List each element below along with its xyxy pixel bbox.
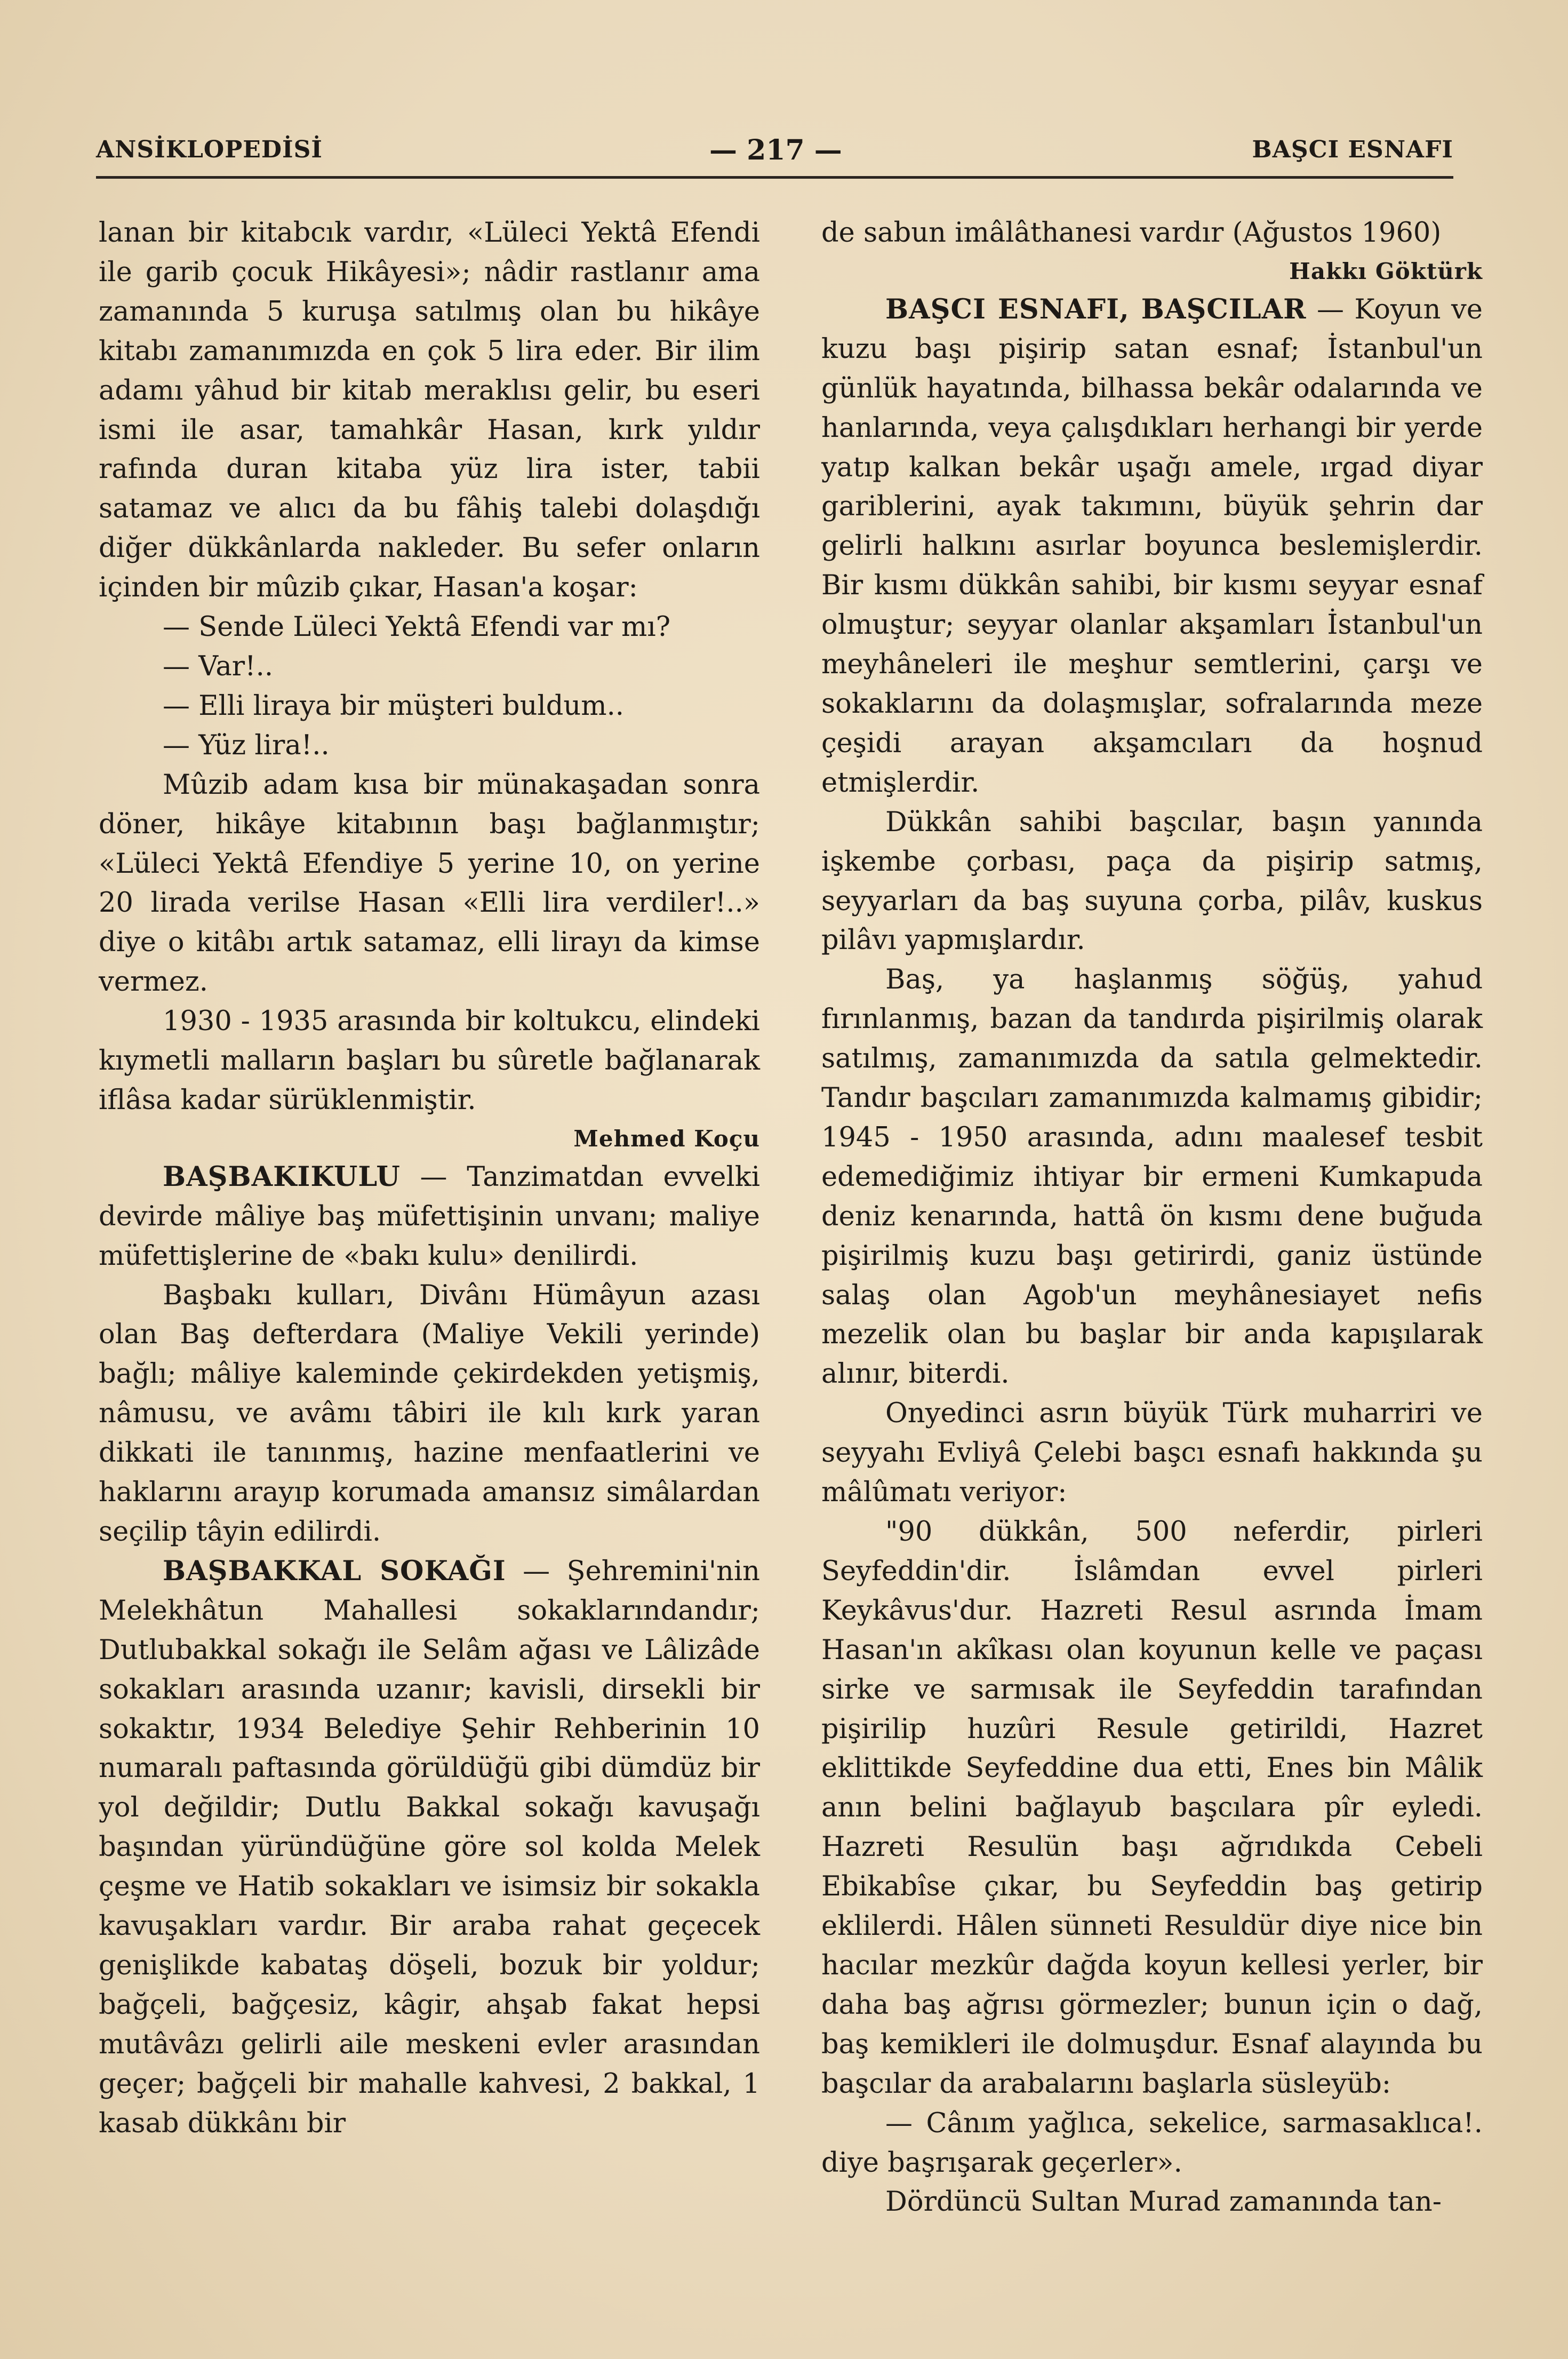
entry-text: — Tanzimatdan evvelki devirde mâliye baş müfettişinin unvanı; maliye müfettişlerine de «bakı kulu» denilirdi. xyxy=(99,1161,760,1272)
entry-text: — Koyun ve kuzu başı pişirip satan esnaf; İstanbul'un günlük hayatında, bilhassa bekâr odalarında ve hanlarında, veya çalışdıkları herhangi bir yerde yatıp kalkan bekâr uşağı amele, ırgad diyar gariblerini, ayak takımını, büyük şehrin dar gelirli halkını asırlar boyunca beslemişlerdir. Bir kısmı dükkân sahibi, bir kısmı seyyar esnaf olmuştur; seyyar olanlar akşamları İstanbul'un meyhâneleri ile meşhur semtlerini, çarşı ve sokaklarını da dolaşmışlar, sofralarında meze çeşidi arayan akşamcıları da hoşnud etmişlerdir. xyxy=(821,293,1483,799)
entry-text: — Şehremini'nin Melekhâtun Mahallesi sokaklarındandır; Dutlubakkal sokağı ile Selâm ağası ve Lâlizâde sokakları arasında uzanır; kavisli, dirsekli bir sokaktır, 1934 Belediye Şehir Rehberinin 10 numaralı paftasında görüldüğü gibi dümdüz bir yol değildir; Dutlu Bakkal sokağı kavuşağı başından yüründüğüne göre sol kolda Melek çeşme ve Hatib sokakları ve isimsiz bir sokakla kavuşakları vardır. Bir araba rahat geçecek genişlikde kabataş döşeli, bozuk bir yoldur; bağçeli, bağçesiz, kâgir, ahşab fakat hepsi mutâvâzı gelirli aile meskeni evler arasından geçer; bağçeli bir mahalle kahvesi, 2 bakkal, 1 kasab dükkânı bir xyxy=(99,1555,760,2139)
author-signature: Hakkı Göktürk xyxy=(1289,258,1483,284)
dialogue-line: — Sende Lüleci Yektâ Efendi var mı? xyxy=(163,611,671,643)
paragraph: 1930 - 1935 arasında bir koltukcu, elindeki kıymetli malların başları bu sûretle bağlanarak iflâsa kadar sürüklenmiştir. xyxy=(99,1006,760,1116)
entry-paragraph xyxy=(99,1552,760,2143)
paragraph: lanan bir kitabcık vardır, «Lüleci Yektâ Efendi ile garib çocuk Hikâyesi»; nâdir rastlanır ama zamanında 5 kuruşa satılmış olan bu hikâye kitabı zamanımızda en çok 5 lira eder. Bir ilim adamı yâhud bir kitab meraklısı gelir, bu eseri ismi ile asar, tamahkâr Hasan, kırk yıldır rafında duran kitaba yüz lira ister, tabii satamaz ve alıcı da bu fâhiş talebi dolaşdığı diğer dükkânlarda nakleder. Bu sefer onların içinden bir mûzib çıkar, Hasan'a koşar: xyxy=(99,217,760,604)
dialogue-line: — Elli liraya bir müşteri buldum.. xyxy=(163,690,625,722)
entry-term: BAŞBAKKAL SOKAĞI xyxy=(163,1555,506,1587)
paragraph: Dördüncü Sultan Murad zamanında tan- xyxy=(885,2186,1442,2218)
quotation-paragraph: — Cânım yağlıca, sekelice, sarmasaklıca!. diye başrışarak geçerler». xyxy=(821,2107,1483,2179)
page-header xyxy=(96,136,1453,179)
header-rule xyxy=(96,176,1453,179)
paragraph: Dükkân sahibi başcılar, başın yanında işkembe çorbası, paça da pişirip satmış, seyyarları da baş suyuna çorba, pilâv, kuskus pilâvı yapmışlardır. xyxy=(821,806,1483,957)
dialogue-line: — Yüz lira!.. xyxy=(163,729,330,761)
author-signature: Mehmed Koçu xyxy=(573,1125,760,1152)
paragraph: Onyedinci asrın büyük Türk muharriri ve seyyahı Evliyâ Çelebi başcı esnafı hakkında şu mâlûmatı veriyor: xyxy=(821,1398,1483,1509)
entry-term: BAŞCI ESNAFI, BAŞCILAR xyxy=(885,293,1307,325)
entry-paragraph xyxy=(99,1158,760,1276)
entry-term: BAŞBAKIKULU xyxy=(163,1160,401,1193)
paragraph: Mûzib adam kısa bir münakaşadan sonra döner, hikâye kitabının başı bağlanmıştır; «Lüleci Yektâ Efendiye 5 yerine 10, on yerine 20 lirada verilse Hasan «Elli lira verdiler!..» diye o kitâbı artık satamaz, elli lirayı da kimse vermez. xyxy=(99,769,760,998)
running-head-left: ANSİKLOPEDİSİ xyxy=(96,136,323,163)
page-number: — 217 — xyxy=(709,134,842,166)
dialogue-line: — Var!.. xyxy=(163,650,274,682)
running-head-right: BAŞCI ESNAFI xyxy=(1252,136,1453,163)
right-column xyxy=(821,213,1483,2222)
entry-paragraph xyxy=(821,290,1483,803)
paragraph: Baş, ya haşlanmış söğüş, yahud fırınlanmış, bazan da tandırda pişirilmiş olarak satılmış, zamanımızda da satıla gelmektedir. Tandır başcıları zamanımızda kalmamış gibidir; 1945 - 1950 arasında, adını maalesef tesbit edemediğimiz ihtiyar bir ermeni Kumkapuda deniz kenarında, hattâ ön kısmı dene buğuda pişirilmiş kuzu başı getirirdi, ganiz üstünde salaş olan Agob'un meyhânesiayet nefis mezelik olan bu başlar bir anda kapışılarak alınır, biterdi. xyxy=(821,964,1483,1390)
paragraph: Başbakı kulları, Divânı Hümâyun azası olan Baş defterdara (Maliye Vekili yerinde) bağlı; mâliye kaleminde çekirdekden yetişmiş, nâmusu, ve avâmı tâbiri ile kılı kırk yaran dikkati ile tanınmış, hazine menfaatlerini ve haklarını arayıp korumada amansız simâlardan seçilip tâyin edilirdi. xyxy=(99,1279,760,1548)
paragraph: de sabun imâlâthanesi vardır (Ağustos 1960) xyxy=(821,217,1442,249)
quotation-paragraph: "90 dükkân, 500 neferdir, pirleri Seyfeddin'dir. İslâmdan evvel pirleri Keykâvus'dur. Hazreti Resul asrında İmam Hasan'ın akîkası olan koyunun kelle ve paçası sirke ve sarmısak ile Seyfeddin tarafından pişirilip huzûri Resule getirildi, Hazret eklittikde Seyfeddine dua etti, Enes bin Mâlik anın belini bağlayub başcılara pîr eyledi. Hazreti Resulün başı ağrıdıkda Cebeli Ebikabîse çıkar, bu Seyfeddin baş getirip eklilerdi. Hâlen sünneti Resuldür diye nice bin hacılar mezkûr dağda koyun kellesi yerler, bir daha baş ağrısı görmezler; bunun için o dağ, baş kemikleri ile dolmuşdur. Esnaf alayında bu başcılar da arabalarını başlarla süsleyüb: xyxy=(821,1516,1483,2100)
left-column xyxy=(99,213,760,2143)
